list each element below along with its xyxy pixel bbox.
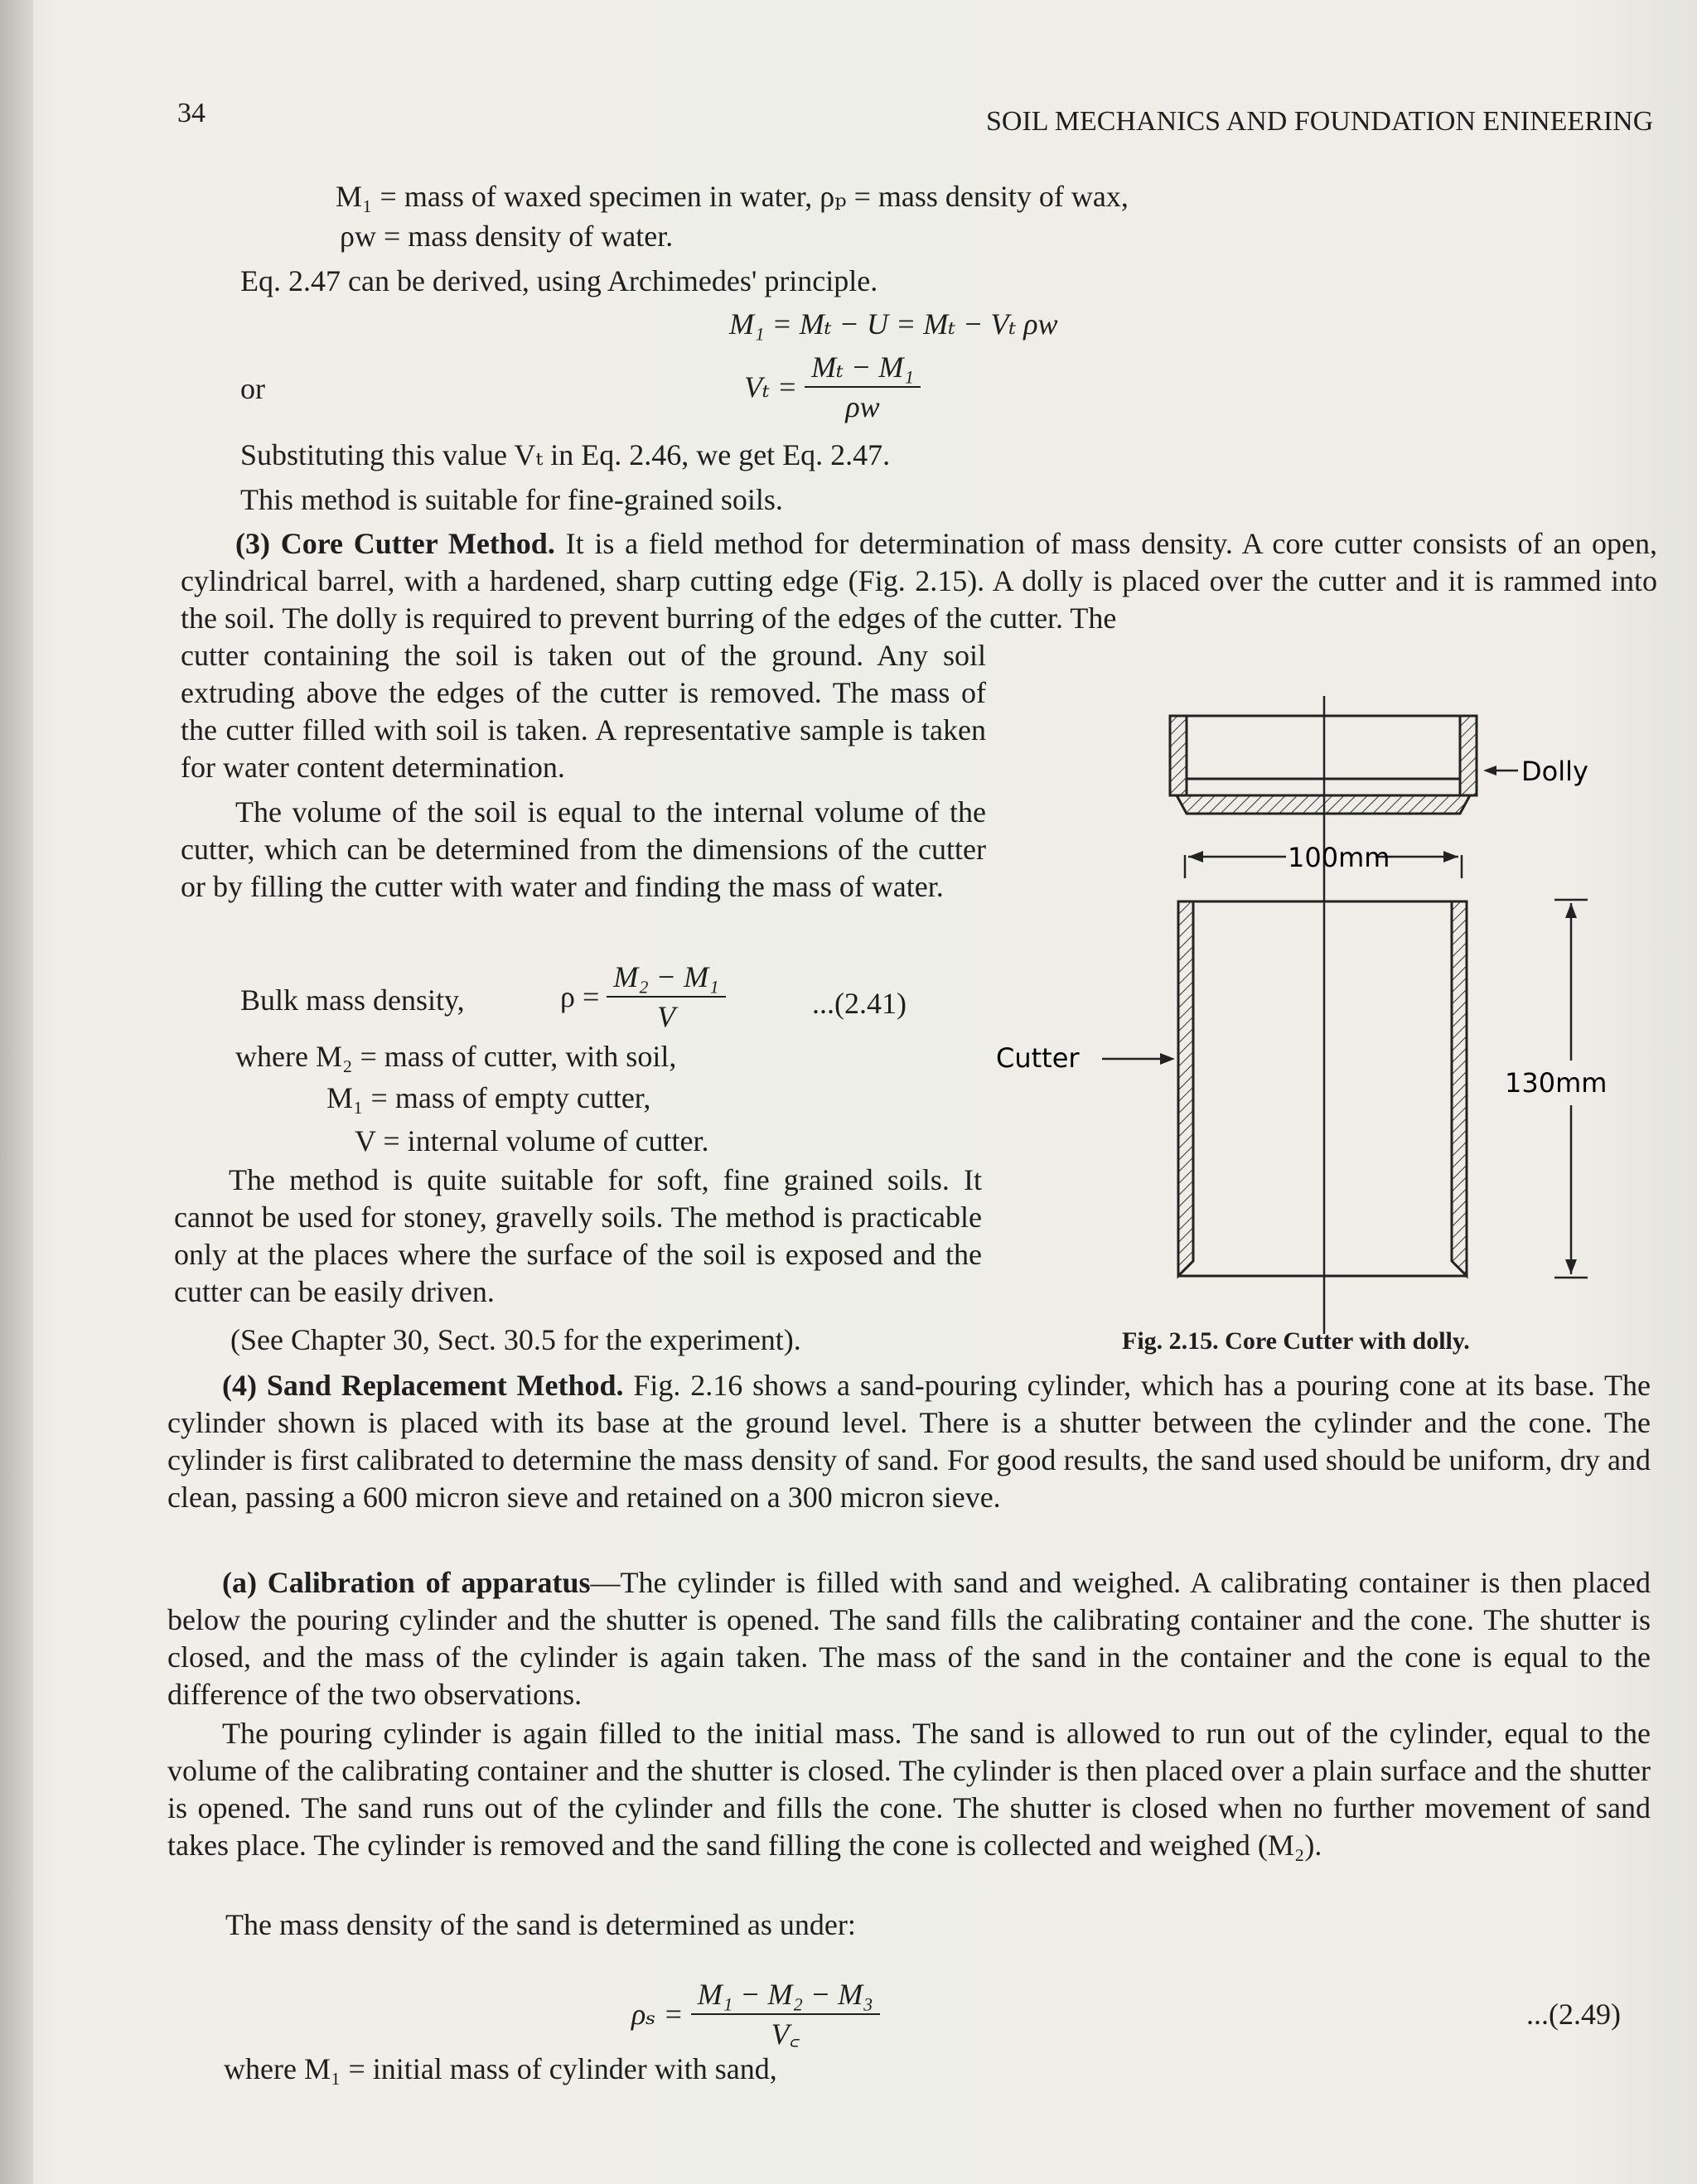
dolly-label: Dolly bbox=[1521, 756, 1588, 787]
or-label: or bbox=[240, 372, 265, 405]
width-label: 100mm bbox=[1288, 842, 1390, 873]
core-cutter-paragraph-3: The method is quite suitable for soft, fine grained soils. It cannot be used for stoney, gravelly soils. The method is practicable only at the places where the surface of the soil is exposed and the cutter can be easily driven. bbox=[174, 1163, 982, 1308]
height-label: 130mm bbox=[1505, 1067, 1608, 1099]
figure-caption: Fig. 2.15. Core Cutter with dolly. bbox=[1122, 1327, 1470, 1355]
page-number: 34 bbox=[177, 98, 205, 128]
definition-line-2: ρw = mass density of water. bbox=[340, 220, 674, 253]
cutter-label: Cutter bbox=[996, 1042, 1080, 1074]
running-title: SOIL MECHANICS AND FOUNDATION ENINEERING bbox=[986, 106, 1654, 137]
dolly-arrow bbox=[1483, 766, 1496, 776]
equation-vt: Vₜ = $\frac{\text{Mₜ − M₁}}{\rho w}$ bbox=[744, 348, 921, 426]
bulk-density-equation: ρ = $\frac{\text{M₂ − M₁}}{V}$ bbox=[560, 958, 726, 1036]
where-m1: M₁ = mass of empty cutter, bbox=[326, 1081, 651, 1114]
calibration-paragraph: (a) Calibration of apparatus—The cylinder is filled with sand and weighed. A calibrating container is then placed below the pouring cylinder and the shutter is opened. The sand fills the calibrating container and the cone. The shutter is closed, and the mass of the cylinder is again taken. The mass of the sand in the container and the cone is equal to the difference of the two observations. bbox=[167, 1566, 1651, 1711]
fraction-bulk-density: $\frac{\text{M₂ − M₁}}{V}$ bbox=[607, 958, 725, 1036]
sand-density-equation: ρₛ = $\frac{\text{M₁ − M₂ − M₃}}{V꜀}$ bbox=[631, 1975, 880, 2053]
where-v: V = internal volume of cutter. bbox=[355, 1124, 709, 1157]
cutter-shape bbox=[1178, 901, 1467, 1276]
suitable-line: This method is suitable for fine-grained soils. bbox=[240, 483, 783, 516]
substituting-line: Substituting this value Vₜ in Eq. 2.46, we get Eq. 2.47. bbox=[240, 438, 891, 471]
where-initial-mass: where M₁ = initial mass of cylinder with sand, bbox=[224, 2052, 777, 2085]
bulk-density-label: Bulk mass density, bbox=[240, 983, 465, 1017]
core-cutter-paragraph-1-cont: cutter containing the soil is taken out of the ground. Any soil extruding above the edges of the cutter is removed. The mass of the cutter filled with soil is taken. A representative sample is taken for water content determination. bbox=[181, 639, 986, 784]
archimedes-intro: Eq. 2.47 can be derived, using Archimedes' principle. bbox=[240, 264, 878, 297]
equation-m1: M₁ = Mₜ − U = Mₜ − Vₜ ρw bbox=[729, 307, 1058, 341]
calibration-heading: (a) Calibration of apparatus bbox=[222, 1566, 591, 1599]
equation-number-2-41: ...(2.41) bbox=[812, 987, 907, 1020]
fraction-vt: $\frac{\text{Mₜ − M₁}}{\rho w}$ bbox=[805, 348, 921, 426]
sand-replacement-paragraph: (4) Sand Replacement Method. Fig. 2.16 shows a sand-pouring cylinder, which has a pouring cone at its base. The cylinder shown is placed with its base at the ground level. There is a shutter between the cylinder and the cone. The cylinder is first calibrated to determine the mass density of sand. For good results, the sand used should be uniform, dry and clean, passing a 600 micron sieve and retained on a 300 micron sieve. bbox=[167, 1369, 1651, 1514]
core-cutter-figure bbox=[986, 696, 1666, 1359]
where-m2: where M₂ = mass of cutter, with soil, bbox=[235, 1040, 677, 1073]
core-cutter-heading: (3) Core Cutter Method. bbox=[235, 527, 555, 560]
equation-number-2-49: ...(2.49) bbox=[1526, 1998, 1621, 2031]
pouring-paragraph: The pouring cylinder is again filled to the initial mass. The sand is allowed to run out of the cylinder, equal to the volume of the calibrating container and the shutter is closed. The cylinder is then placed over a plain surface and the shutter is opened. The sand runs out of the cylinder and fills the cone. The shutter is closed when no further movement of sand takes place. The cylinder is removed and the sand filling the cone is collected and weighed (M₂). bbox=[167, 1717, 1651, 1862]
sand-replacement-heading: (4) Sand Replacement Method. bbox=[222, 1369, 624, 1402]
definition-line-1: M₁ = mass of waxed specimen in water, ρₚ = mass density of wax, bbox=[336, 180, 1129, 213]
mass-density-intro: The mass density of the sand is determined as under: bbox=[225, 1908, 856, 1941]
cutter-arrow bbox=[1160, 1053, 1175, 1065]
core-cutter-paragraph-2: The volume of the soil is equal to the internal volume of the cutter, which can be determined from the dimensions of the cutter or by filling the cutter with water and finding the mass of water. bbox=[181, 795, 986, 903]
fraction-sand-density: $\frac{\text{M₁ − M₂ − M₃}}{V꜀}$ bbox=[691, 1975, 880, 2053]
book-spine-shadow bbox=[0, 0, 33, 2184]
core-cutter-paragraph-1: (3) Core Cutter Method. It is a field method for determination of mass density. A core cutter consists of an open, cylindrical barrel, with a hardened, sharp cutting edge (Fig. 2.15). A dolly is placed over the cutter and it is rammed into the soil. The dolly is required to prevent burring of the edges of the cutter. The bbox=[181, 527, 1658, 635]
see-chapter-note: (See Chapter 30, Sect. 30.5 for the experiment). bbox=[230, 1323, 801, 1356]
